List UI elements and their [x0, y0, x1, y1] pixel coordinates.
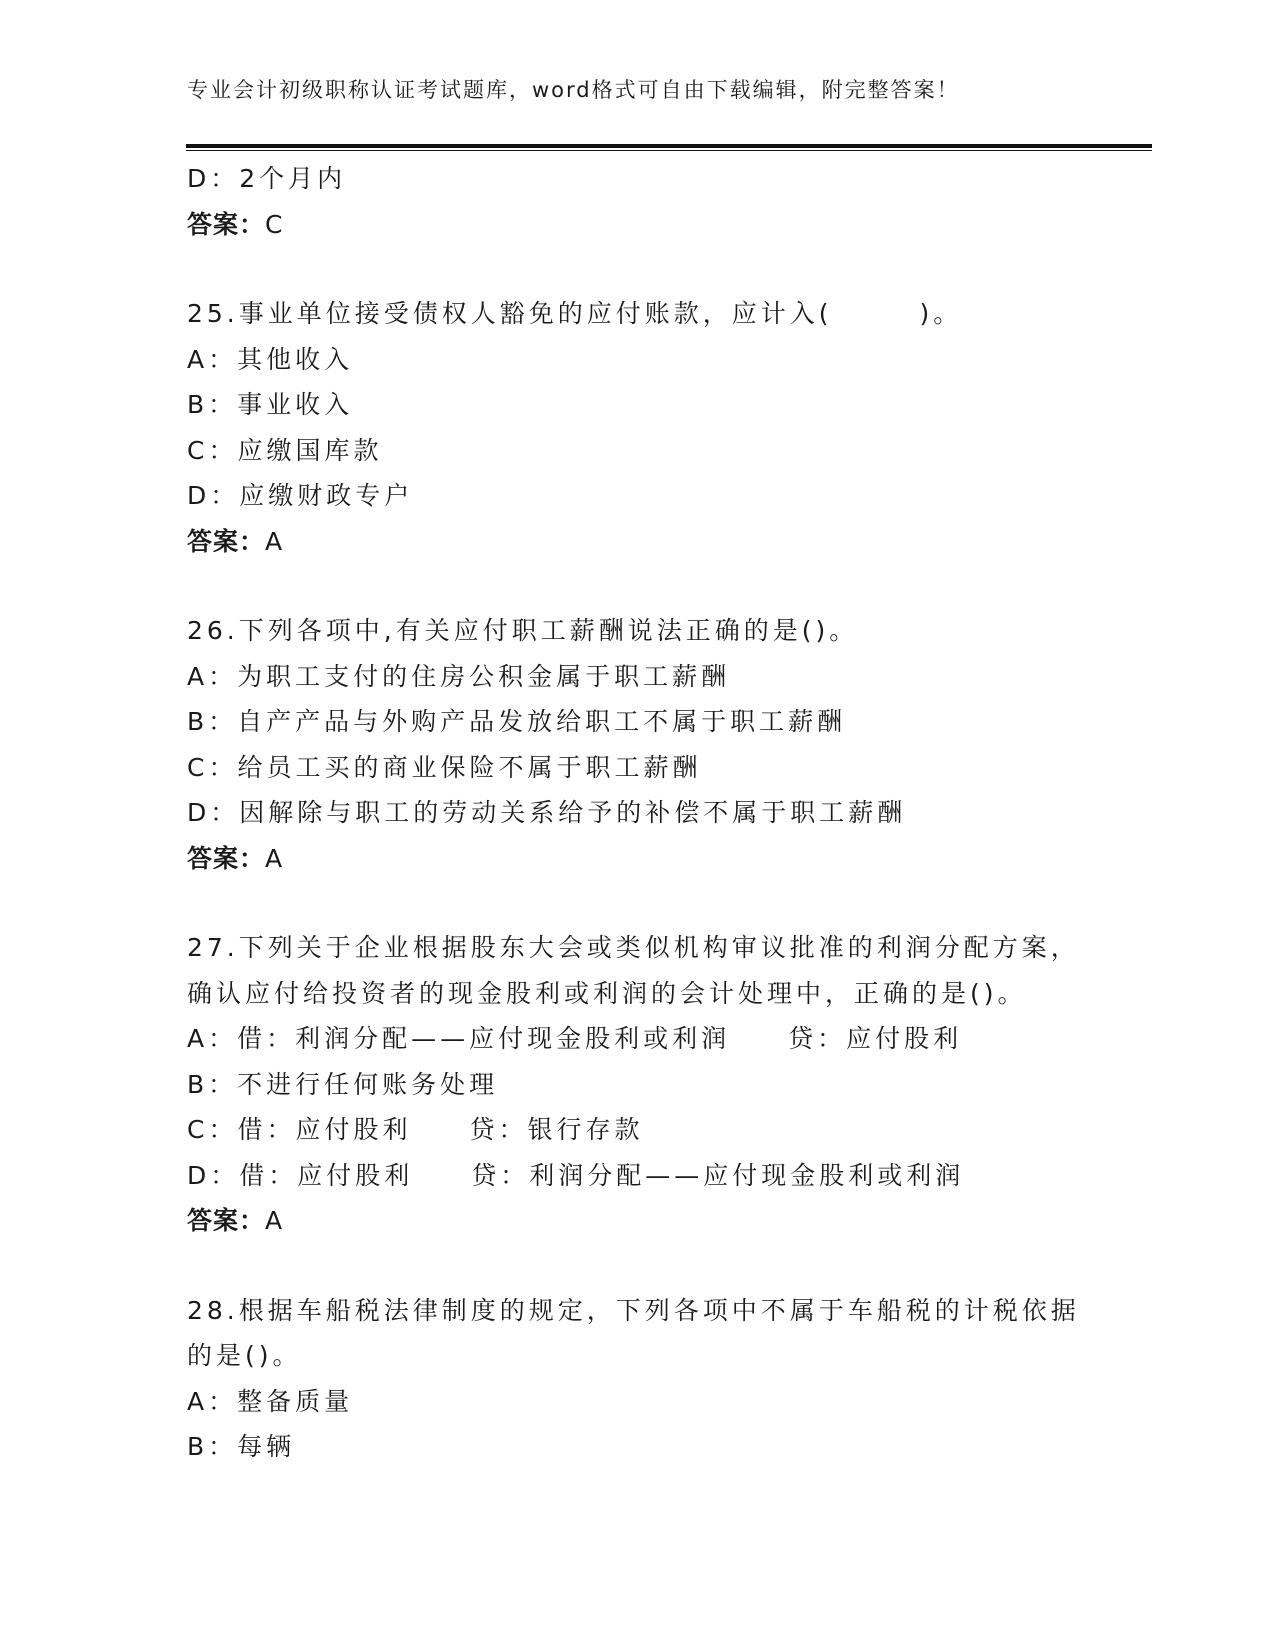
- question-text: 25.事业单位接受债权人豁免的应付账款，应计入( )。: [187, 299, 963, 328]
- question-text: 27.下列关于企业根据股东大会或类似机构审议批准的利润分配方案，: [187, 933, 1080, 962]
- option-c: C：给员工买的商业保险不属于职工薪酬: [187, 752, 702, 782]
- answer-label: 答案：: [187, 843, 266, 873]
- answer-value: C: [265, 209, 284, 239]
- answer-label: 答案：: [187, 526, 266, 556]
- answer-value: A: [265, 1206, 284, 1235]
- question-28: [187, 1288, 1107, 1470]
- option-a: A：为职工支付的住房公积金属于职工薪酬: [187, 661, 731, 691]
- answer-line: [187, 836, 1107, 882]
- previous-question-tail: [187, 156, 1107, 247]
- answer-line: [187, 202, 1107, 248]
- option-d: D：应缴财政专户: [187, 481, 414, 510]
- document-body: [187, 156, 1107, 1470]
- answer-value: A: [265, 843, 284, 873]
- option-a: A：其他收入: [187, 344, 354, 374]
- question-25: [187, 291, 1107, 564]
- answer-line: [187, 519, 1107, 565]
- question-text: 28.根据车船税法律制度的规定，下列各项中不属于车船税的计税依据: [187, 1295, 1080, 1325]
- option-d: D：借：应付股利 贷：利润分配——应付现金股利或利润: [187, 1160, 965, 1190]
- option-b: B：每辆: [187, 1432, 296, 1461]
- option-a: A：借：利润分配——应付现金股利或利润 贷：应付股利: [187, 1024, 963, 1053]
- option-a: A：整备质量: [187, 1386, 354, 1416]
- question-26: [187, 608, 1107, 881]
- answer-label: 答案：: [187, 1206, 266, 1235]
- answer-line: [187, 1198, 1107, 1244]
- option-c: C：应缴国库款: [187, 435, 383, 465]
- question-text-continued: 确认应付给投资者的现金股利或利润的会计处理中，正确的是()。: [187, 978, 1027, 1008]
- option-d: D：2个月内: [187, 164, 347, 193]
- question-text: 26.下列各项中,有关应付职工薪酬说法正确的是()。: [187, 616, 859, 645]
- option-b: B：事业收入: [187, 390, 354, 419]
- option-c: C：借：应付股利 贷：银行存款: [187, 1115, 644, 1144]
- question-text-continued: 的是()。: [187, 1341, 302, 1370]
- option-b: B：自产产品与外购产品发放给职工不属于职工薪酬: [187, 707, 847, 736]
- page-header: 专业会计初级职称认证考试题库，word格式可自由下载编辑，附完整答案！: [187, 78, 960, 102]
- answer-value: A: [265, 526, 284, 556]
- header-divider: [186, 144, 1152, 148]
- answer-label: 答案：: [187, 209, 266, 239]
- option-d: D：因解除与职工的劳动关系给予的补偿不属于职工薪酬: [187, 798, 907, 827]
- option-b: B：不进行任何账务处理: [187, 1069, 499, 1099]
- question-27: [187, 925, 1107, 1244]
